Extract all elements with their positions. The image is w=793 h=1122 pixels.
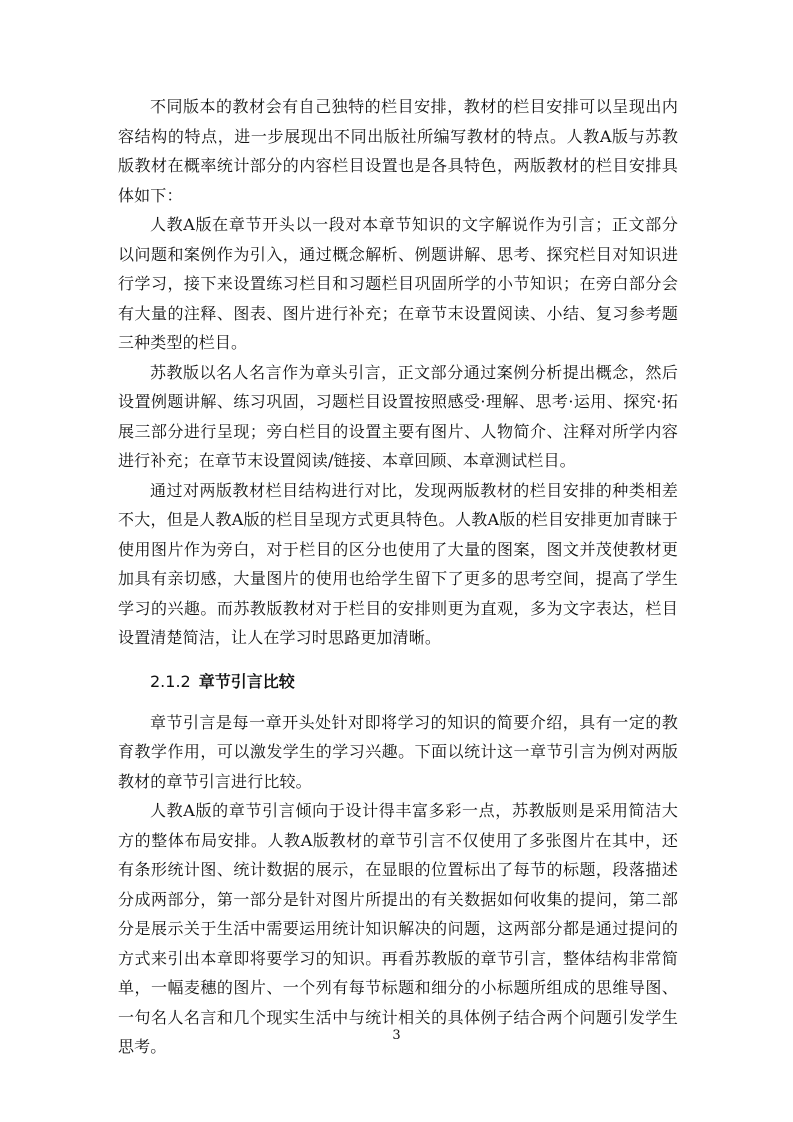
section-heading xyxy=(118,667,678,696)
body-text xyxy=(118,92,678,1062)
paragraph-column-intro: 不同版本的教材会有自己独特的栏目安排，教材的栏目安排可以呈现出内容结构的特点，进一步展现出不同出版社所编写教材的特点。人教A版与苏教版教材在概率统计部分的内容栏目设置也是各具特色，两版教材的栏目安排具体如下： xyxy=(118,97,678,205)
paragraph-renjiao-columns: 人教A版在章节开头以一段对本章节知识的文字解说作为引言；正文部分以问题和案例作为引入，通过概念解析、例题讲解、思考、探究栏目对知识进行学习，接下来设置练习栏目和习题栏目巩固所学的小节知识；在旁白部分会有大量的注释、图表、图片进行补充；在章节末设置阅读、小结、复习参考题三种类型的栏目。 xyxy=(118,215,678,352)
page-number: 3 xyxy=(392,1028,401,1043)
section-number: 2.1.2 xyxy=(150,671,191,691)
paragraph-intro-definition: 章节引言是每一章开头处针对即将学习的知识的简要介绍，具有一定的教育教学作用，可以激发学生的学习兴趣。下面以统计这一章节引言为例对两版教材的章节引言进行比较。 xyxy=(118,712,678,791)
paragraph-column-comparison: 通过对两版教材栏目结构进行对比，发现两版教材的栏目安排的种类相差不大，但是人教A版的栏目呈现方式更具特色。人教A版的栏目安排更加青睐于使用图片作为旁白，对于栏目的区分也使用了大量的图案，图文并茂使教材更加具有亲切感，大量图片的使用也给学生留下了更多的思考空间，提高了学生学习的兴趣。而苏教版教材对于栏目的安排则更为直观，多为文字表达，栏目设置清楚简洁，让人在学习时思路更加清晰。 xyxy=(118,480,678,647)
paragraph-sujiao-columns: 苏教版以名人名言作为章头引言，正文部分通过案例分析提出概念，然后设置例题讲解、练习巩固，习题栏目设置按照感受·理解、思考·运用、探究·拓展三部分进行呈现；旁白栏目的设置主要有图片、人物简介、注释对所学内容进行补充；在章节末设置阅读/链接、本章回顾、本章测试栏目。 xyxy=(118,362,678,470)
section-title: 章节引言比较 xyxy=(198,671,295,691)
paragraph-intro-comparison: 人教A版的章节引言倾向于设计得丰富多彩一点，苏教版则是采用简洁大方的整体布局安排。人教A版教材的章节引言不仅使用了多张图片在其中，还有条形统计图、统计数据的展示，在显眼的位置标出了每节的标题，段落描述分成两部分，第一部分是针对图片所提出的有关数据如何收集的提问，第二部分是展示关于生活中需要运用统计知识解决的问题，这两部分都是通过提问的方式来引出本章即将要学习的知识。再看苏教版的章节引言，整体结构非常简单，一幅麦穗的图片、一个列有每节标题和细分的小标题所组成的思维导图、一句名人名言和几个现实生活中与统计相关的具体例子结合两个问题引发学生思考。 xyxy=(118,801,678,1056)
